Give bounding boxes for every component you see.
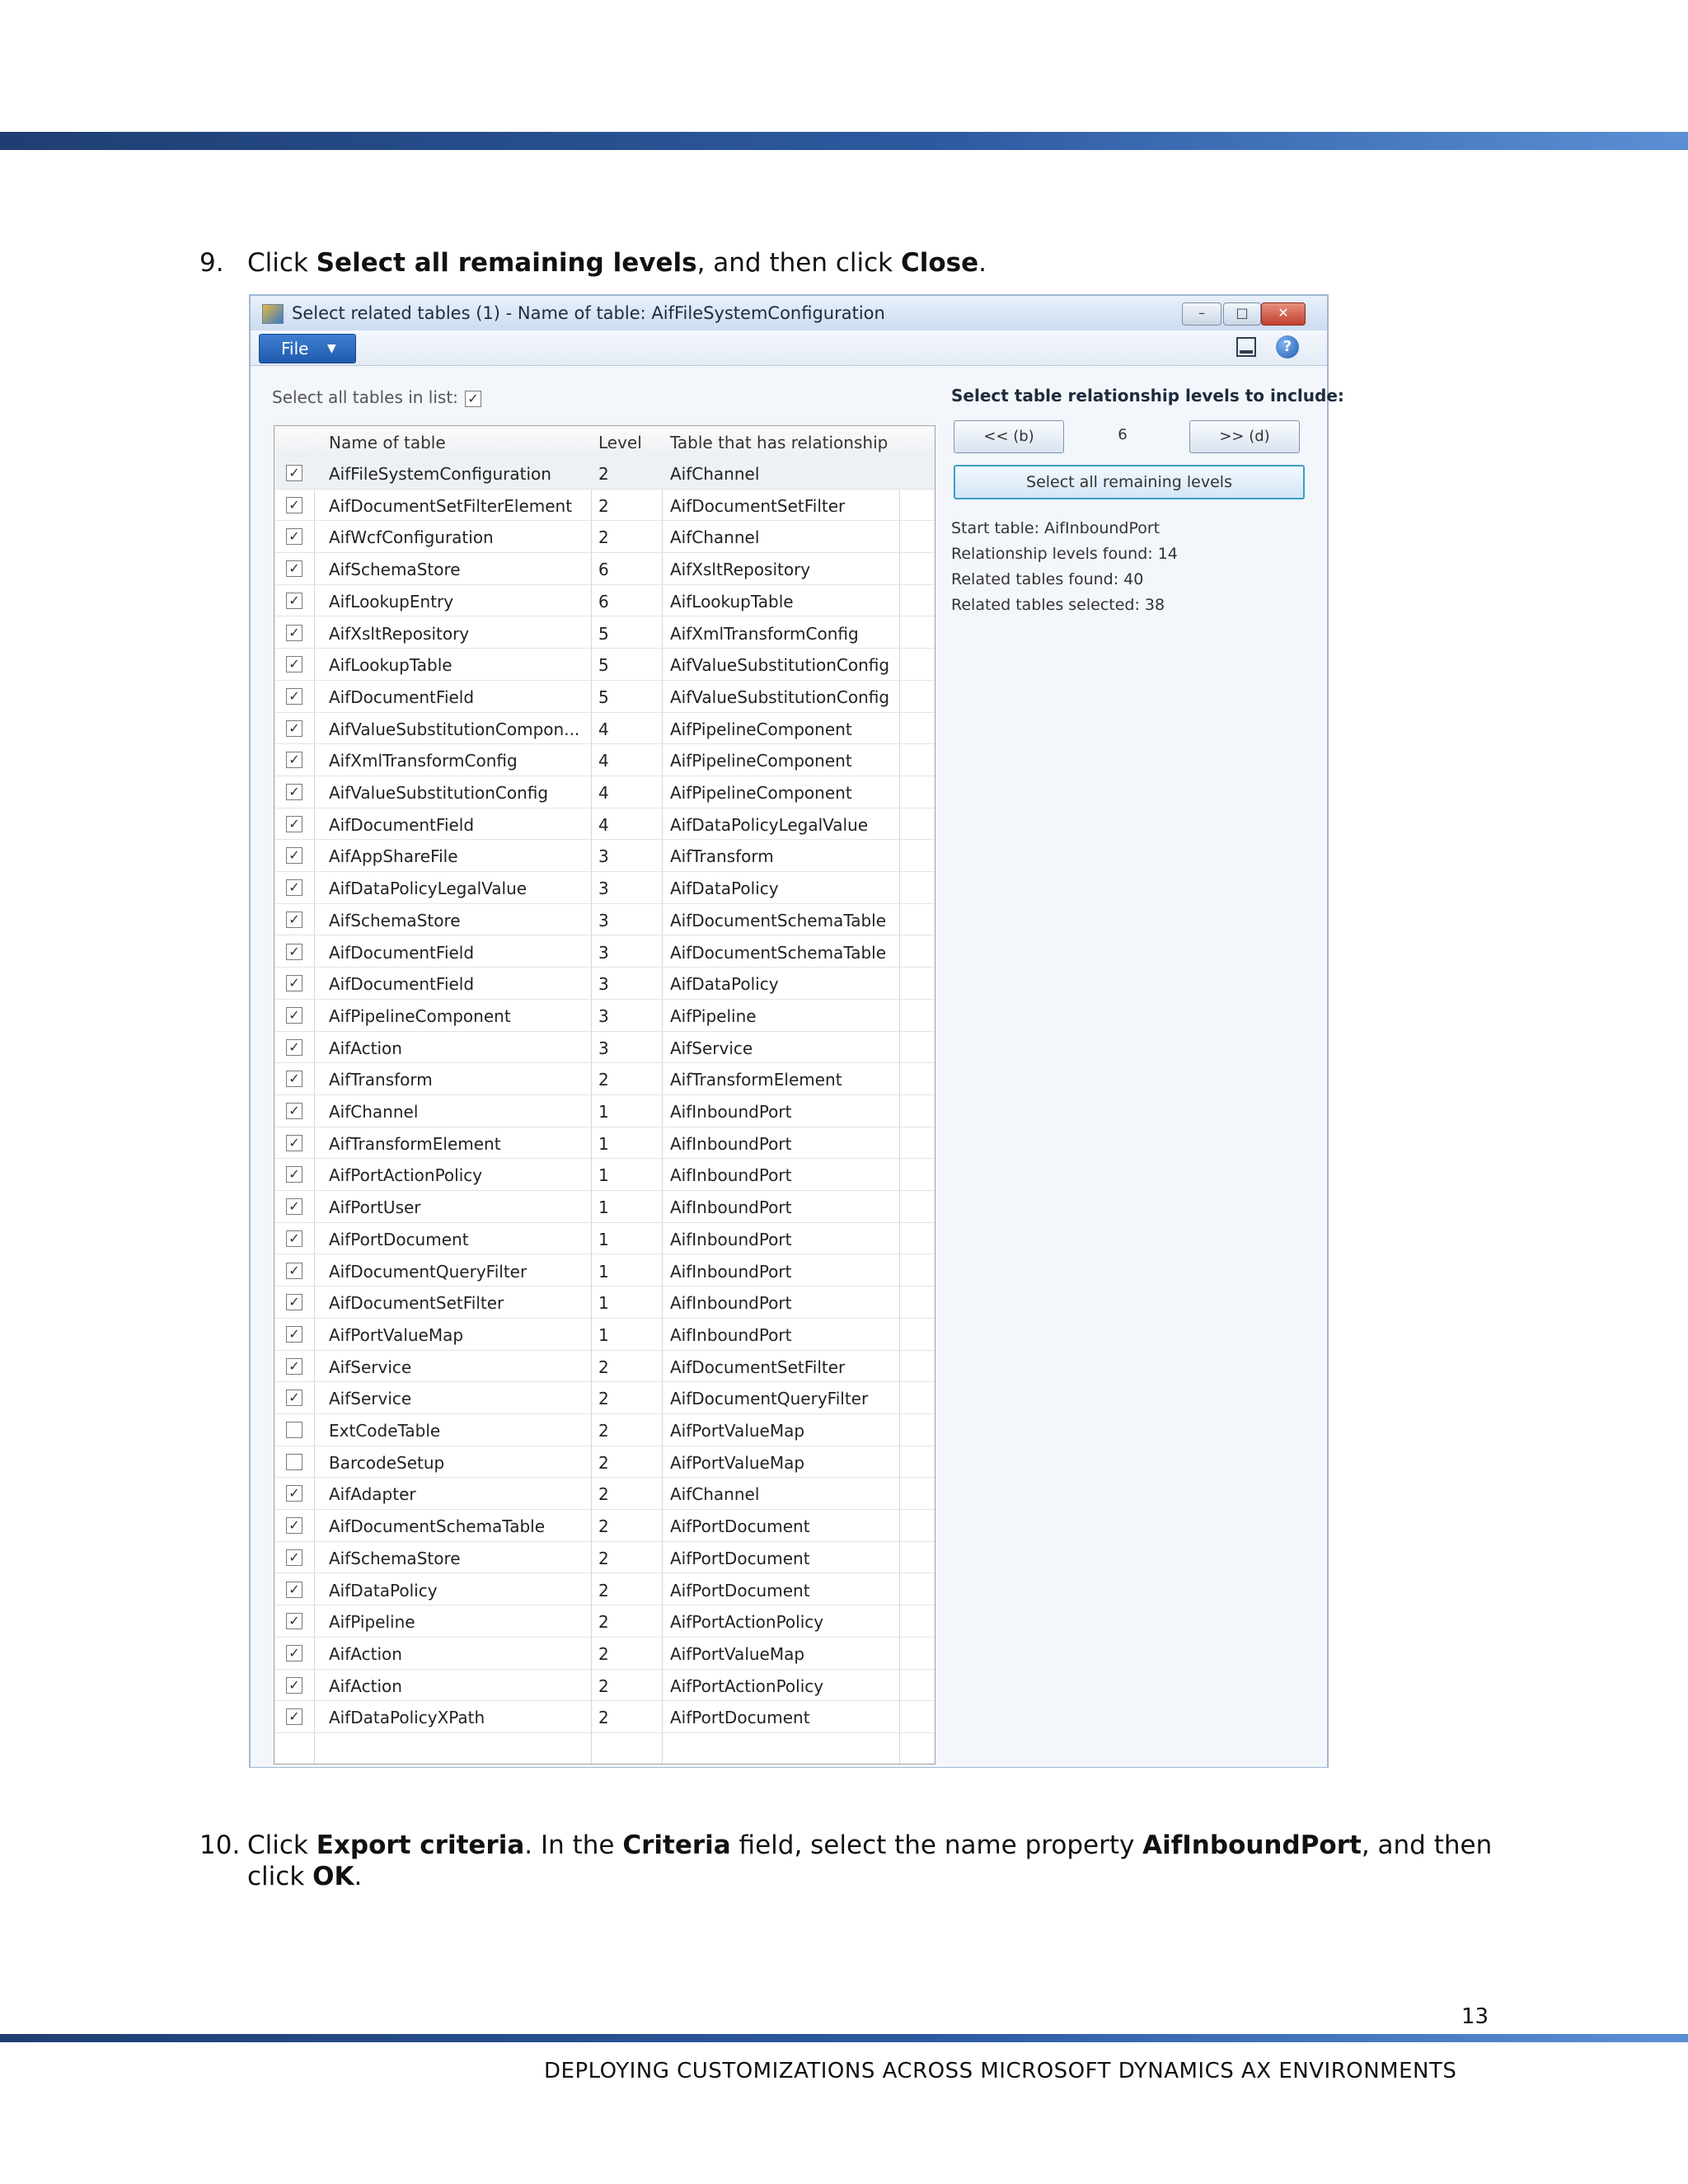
relationship-cell: AifPortActionPolicy	[670, 1612, 824, 1633]
level-cell: 2	[598, 1484, 609, 1505]
row-checkbox[interactable]: ✓	[286, 465, 302, 481]
level-cell: 2	[598, 1357, 609, 1377]
table-row[interactable]	[274, 1095, 935, 1127]
table-row[interactable]	[274, 936, 935, 968]
bold-run: Export criteria	[316, 1830, 525, 1860]
footer-text: DEPLOYING CUSTOMIZATIONS ACROSS MICROSOFT DYNAMICS AX ENVIRONMENTS	[544, 2059, 1457, 2083]
row-checkbox[interactable]: ✓	[286, 1039, 302, 1056]
layout-icon[interactable]	[1236, 337, 1256, 357]
level-cell: 4	[598, 814, 609, 835]
level-cell: 2	[598, 1421, 609, 1441]
table-name-cell: AifDocumentField	[329, 942, 475, 963]
text-run: Click	[247, 248, 316, 278]
table-name-cell: AifDocumentSetFilter	[329, 1293, 504, 1314]
table-name-cell: AifAppShareFile	[329, 846, 458, 867]
level-cell: 1	[598, 1261, 609, 1282]
file-menu-button[interactable]	[259, 334, 356, 363]
table-name-cell: AifPipelineComponent	[329, 1005, 511, 1026]
level-cell: 1	[598, 1165, 609, 1186]
relationship-cell: AifPortDocument	[670, 1708, 810, 1728]
levels-found-info: Relationship levels found: 14	[951, 545, 1178, 563]
row-checkbox[interactable]: ✓	[286, 944, 302, 960]
row-checkbox[interactable]: ✓	[286, 912, 302, 928]
level-value: 6	[1118, 426, 1128, 443]
table-name-cell: AifDataPolicyLegalValue	[329, 879, 528, 899]
relationship-cell: AifInboundPort	[670, 1165, 792, 1186]
row-checkbox[interactable]: ✓	[286, 1358, 302, 1375]
level-cell: 2	[598, 495, 609, 516]
table-name-cell: AifDocumentSchemaTable	[329, 1516, 546, 1537]
table-row[interactable]	[274, 1127, 935, 1160]
relationship-cell: AifInboundPort	[670, 1324, 792, 1345]
table-name-cell: AifService	[329, 1389, 412, 1409]
table-row[interactable]	[274, 713, 935, 745]
header-rule	[0, 132, 1688, 150]
table-name-cell: ExtCodeTable	[329, 1421, 441, 1441]
row-checkbox[interactable]	[286, 1454, 302, 1470]
maximize-button[interactable]: □	[1223, 302, 1261, 326]
table-name-cell: AifAction	[329, 1643, 402, 1664]
level-cell: 2	[598, 1708, 609, 1728]
minimize-button[interactable]: –	[1182, 302, 1221, 326]
table-name-cell: AifPortValueMap	[329, 1324, 464, 1345]
table-row[interactable]	[274, 585, 935, 617]
relationship-cell: AifTransform	[670, 846, 774, 867]
row-checkbox[interactable]	[286, 1422, 302, 1438]
table-name-cell: AifXmlTransformConfig	[329, 751, 518, 771]
level-cell: 1	[598, 1229, 609, 1249]
level-cell: 2	[598, 527, 609, 548]
table-name-cell: AifDocumentField	[329, 814, 475, 835]
table-name-cell: AifAdapter	[329, 1484, 416, 1505]
tables-found-info: Related tables found: 40	[951, 570, 1144, 588]
row-checkbox[interactable]: ✓	[286, 593, 302, 609]
level-cell: 2	[598, 1389, 609, 1409]
table-row[interactable]	[274, 1159, 935, 1191]
table-row[interactable]	[274, 1382, 935, 1414]
level-cell: 4	[598, 719, 609, 739]
column-header-name[interactable]: Name of table	[329, 433, 446, 452]
window-title: Select related tables (1) - Name of table: AifFileSystemConfiguration	[292, 303, 885, 323]
table-name-cell: AifDocumentField	[329, 974, 475, 995]
help-icon[interactable]: ?	[1276, 335, 1299, 359]
table-row[interactable]	[274, 968, 935, 1000]
table-row[interactable]	[274, 1670, 935, 1702]
relationship-cell: AifPortValueMap	[670, 1421, 805, 1441]
row-checkbox[interactable]: ✓	[286, 1708, 302, 1725]
level-cell: 2	[598, 464, 609, 484]
table-name-cell: AifDataPolicyXPath	[329, 1708, 485, 1728]
footer-rule	[0, 2034, 1688, 2042]
relationship-cell: AifPortDocument	[670, 1548, 810, 1568]
row-checkbox[interactable]: ✓	[286, 1549, 302, 1566]
table-name-cell: AifPortActionPolicy	[329, 1165, 483, 1186]
row-checkbox[interactable]: ✓	[286, 497, 302, 513]
table-name-cell: AifAction	[329, 1038, 402, 1058]
table-row[interactable]	[274, 1351, 935, 1383]
level-cell: 4	[598, 783, 609, 803]
table-row[interactable]	[274, 1542, 935, 1574]
level-cell: 3	[598, 879, 609, 899]
bold-run: Criteria	[622, 1830, 731, 1860]
table-row[interactable]	[274, 1191, 935, 1223]
close-button[interactable]: ✕	[1261, 302, 1306, 326]
table-name-cell: AifService	[329, 1357, 412, 1377]
select-related-tables-dialog	[249, 294, 1344, 1768]
row-checkbox[interactable]: ✓	[286, 975, 302, 991]
level-cell: 3	[598, 974, 609, 995]
row-checkbox[interactable]: ✓	[286, 625, 302, 641]
table-row[interactable]	[274, 1000, 935, 1032]
table-row[interactable]	[274, 649, 935, 681]
relationship-cell: AifPortValueMap	[670, 1643, 805, 1664]
level-cell: 3	[598, 1005, 609, 1026]
row-checkbox[interactable]: ✓	[286, 656, 302, 673]
level-cell: 1	[598, 1133, 609, 1154]
relationship-cell: AifPipelineComponent	[670, 719, 852, 739]
row-checkbox[interactable]: ✓	[286, 1326, 302, 1343]
relationship-cell: AifDocumentSchemaTable	[670, 942, 887, 963]
table-row[interactable]	[274, 617, 935, 649]
relationship-cell: AifInboundPort	[670, 1102, 792, 1122]
previous-level-button[interactable]: << (b)	[954, 420, 1064, 453]
table-name-cell: AifPipeline	[329, 1612, 415, 1633]
table-name-cell: AifPortDocument	[329, 1229, 469, 1249]
table-name-cell: AifLookupTable	[329, 655, 452, 676]
table-name-cell: AifValueSubstitutionCompon...	[329, 719, 580, 739]
grid-header	[274, 426, 935, 458]
relationship-cell: AifDataPolicy	[670, 879, 779, 899]
row-checkbox[interactable]: ✓	[286, 1517, 302, 1534]
level-cell: 2	[598, 1516, 609, 1537]
level-cell: 5	[598, 623, 609, 644]
row-checkbox[interactable]: ✓	[286, 1007, 302, 1024]
relationship-cell: AifXmlTransformConfig	[670, 623, 859, 644]
table-name-cell: AifSchemaStore	[329, 910, 461, 930]
select-all-remaining-levels-button[interactable]: Select all remaining levels	[954, 465, 1305, 499]
table-name-cell: AifSchemaStore	[329, 1548, 461, 1568]
table-name-cell: AifWcfConfiguration	[329, 527, 494, 548]
table-row[interactable]	[274, 1510, 935, 1542]
table-name-cell: AifLookupEntry	[329, 591, 454, 612]
row-checkbox[interactable]: ✓	[286, 1198, 302, 1215]
text-run: . In the	[524, 1830, 623, 1860]
relationship-cell: AifInboundPort	[670, 1229, 792, 1249]
file-menu-label: File	[281, 339, 309, 359]
relationship-cell: AifDocumentSetFilter	[670, 495, 846, 516]
table-name-cell: AifTransformElement	[329, 1133, 501, 1154]
level-cell: 2	[598, 1643, 609, 1664]
table-row[interactable]	[274, 1032, 935, 1064]
table-row[interactable]	[274, 1286, 935, 1319]
relationship-cell: AifPortDocument	[670, 1516, 810, 1537]
table-row[interactable]	[274, 840, 935, 872]
table-name-cell: AifChannel	[329, 1102, 419, 1122]
start-table-info: Start table: AifInboundPort	[951, 519, 1160, 537]
table-row[interactable]	[274, 521, 935, 553]
level-cell: 1	[598, 1102, 609, 1122]
row-checkbox[interactable]: ✓	[286, 752, 302, 768]
level-cell: 2	[598, 1070, 609, 1090]
table-row[interactable]	[274, 1701, 935, 1733]
level-cell: 2	[598, 1580, 609, 1601]
level-cell: 3	[598, 942, 609, 963]
text-run: .	[354, 1862, 363, 1891]
row-checkbox[interactable]: ✓	[286, 784, 302, 800]
level-cell: 3	[598, 1038, 609, 1058]
level-cell: 3	[598, 910, 609, 930]
row-checkbox[interactable]: ✓	[286, 1263, 302, 1279]
relationship-cell: AifInboundPort	[670, 1197, 792, 1218]
bold-run: Close	[900, 248, 979, 278]
relationship-cell: AifPipeline	[670, 1005, 757, 1026]
table-row[interactable]	[274, 490, 935, 522]
dialog-content	[251, 366, 1344, 1767]
row-checkbox[interactable]: ✓	[286, 1135, 302, 1151]
text-run: , and then click	[247, 1830, 1493, 1891]
row-checkbox[interactable]: ✓	[286, 1485, 302, 1502]
table-name-cell: AifXsltRepository	[329, 623, 470, 644]
menu-bar	[251, 330, 1327, 366]
relationship-cell: AifChannel	[670, 1484, 760, 1505]
table-row[interactable]	[274, 1319, 935, 1351]
relationship-cell: AifInboundPort	[670, 1133, 792, 1154]
title-bar[interactable]	[251, 296, 1327, 330]
table-row[interactable]	[274, 457, 935, 490]
table-name-cell: AifAction	[329, 1675, 402, 1696]
table-name-cell: AifDataPolicy	[329, 1580, 438, 1601]
tables-selected-info: Related tables selected: 38	[951, 596, 1165, 614]
row-checkbox[interactable]: ✓	[286, 879, 302, 896]
relationship-cell: AifInboundPort	[670, 1293, 792, 1314]
row-checkbox[interactable]: ✓	[286, 560, 302, 577]
app-icon	[262, 304, 284, 324]
step-number: 9.	[199, 248, 224, 278]
table-row[interactable]	[274, 744, 935, 776]
relationship-cell: AifValueSubstitutionConfig	[670, 687, 890, 707]
table-row[interactable]	[274, 1446, 935, 1479]
step-number: 10.	[199, 1830, 241, 1860]
table-row[interactable]	[274, 904, 935, 936]
text-run: Click	[247, 1830, 316, 1860]
level-cell: 4	[598, 751, 609, 771]
level-cell: 2	[598, 1452, 609, 1473]
row-checkbox[interactable]: ✓	[286, 1645, 302, 1661]
relationship-cell: AifDocumentSetFilter	[670, 1357, 846, 1377]
table-name-cell: AifSchemaStore	[329, 560, 461, 580]
table-name-cell: BarcodeSetup	[329, 1452, 445, 1473]
table-name-cell: AifFileSystemConfiguration	[329, 464, 551, 484]
level-cell: 2	[598, 1548, 609, 1568]
select-all-label: Select all tables in list:	[272, 387, 458, 407]
bold-run: Select all remaining levels	[316, 248, 697, 278]
level-cell: 1	[598, 1293, 609, 1314]
row-checkbox[interactable]: ✓	[286, 1294, 302, 1310]
table-row[interactable]	[274, 1478, 935, 1510]
row-checkbox[interactable]: ✓	[286, 1071, 302, 1087]
relationship-cell: AifDocumentSchemaTable	[670, 910, 887, 930]
table-row[interactable]	[274, 1574, 935, 1606]
table-name-cell: AifPortUser	[329, 1197, 421, 1218]
column-header-level[interactable]: Level	[598, 433, 642, 452]
select-all-checkbox[interactable]: ✓	[465, 391, 481, 407]
relationship-cell: AifDataPolicyLegalValue	[670, 814, 869, 835]
next-level-button[interactable]: >> (d)	[1189, 420, 1300, 453]
relationship-cell: AifInboundPort	[670, 1261, 792, 1282]
table-name-cell: AifDocumentQueryFilter	[329, 1261, 528, 1282]
bold-run: OK	[312, 1862, 354, 1891]
row-checkbox[interactable]: ✓	[286, 1166, 302, 1183]
levels-panel	[951, 366, 1344, 1763]
table-row[interactable]	[274, 1605, 935, 1638]
row-checkbox[interactable]: ✓	[286, 1677, 302, 1694]
level-cell: 1	[598, 1324, 609, 1345]
row-checkbox[interactable]: ✓	[286, 1613, 302, 1629]
text-run: .	[978, 248, 987, 278]
table-row[interactable]	[274, 1223, 935, 1255]
table-row[interactable]	[274, 1255, 935, 1287]
level-cell: 6	[598, 591, 609, 612]
level-cell: 5	[598, 687, 609, 707]
relationship-cell: AifDocumentQueryFilter	[670, 1389, 869, 1409]
select-all-tables	[272, 387, 481, 407]
table-row[interactable]	[274, 1414, 935, 1446]
relationship-cell: AifPipelineComponent	[670, 751, 852, 771]
level-cell: 3	[598, 846, 609, 867]
step-text	[247, 247, 987, 279]
relationship-cell: AifDataPolicy	[670, 974, 779, 995]
table-name-cell: AifTransform	[329, 1070, 433, 1090]
row-checkbox[interactable]: ✓	[286, 688, 302, 705]
row-checkbox[interactable]: ✓	[286, 1230, 302, 1247]
level-cell: 6	[598, 560, 609, 580]
relationship-cell: AifPortValueMap	[670, 1452, 805, 1473]
bold-run: AifInboundPort	[1142, 1830, 1362, 1860]
column-header-relationship[interactable]: Table that has relationship	[670, 433, 889, 452]
page-number: 13	[1461, 2004, 1489, 2029]
row-checkbox[interactable]: ✓	[286, 1582, 302, 1598]
text-run: , and then click	[696, 248, 901, 278]
row-checkbox[interactable]: ✓	[286, 816, 302, 832]
table-row[interactable]	[274, 681, 935, 713]
table-row[interactable]	[274, 808, 935, 841]
step-text	[247, 1830, 1533, 1892]
relationship-cell: AifXsltRepository	[670, 560, 811, 580]
relationship-cell: AifPortActionPolicy	[670, 1675, 824, 1696]
level-cell: 2	[598, 1612, 609, 1633]
related-tables-grid	[274, 425, 935, 1765]
text-run: field, select the name property	[730, 1830, 1143, 1860]
levels-title: Select table relationship levels to include:	[951, 386, 1344, 405]
relationship-cell: AifChannel	[670, 464, 760, 484]
level-cell: 2	[598, 1675, 609, 1696]
row-checkbox[interactable]: ✓	[286, 1390, 302, 1406]
row-checkbox[interactable]: ✓	[286, 720, 302, 737]
relationship-cell: AifTransformElement	[670, 1070, 842, 1090]
chevron-down-icon: ▼	[327, 342, 336, 355]
table-row[interactable]	[274, 553, 935, 585]
relationship-cell: AifService	[670, 1038, 753, 1058]
table-name-cell: AifDocumentSetFilterElement	[329, 495, 573, 516]
table-name-cell: AifDocumentField	[329, 687, 475, 707]
table-name-cell: AifValueSubstitutionConfig	[329, 783, 549, 803]
relationship-cell: AifPortDocument	[670, 1580, 810, 1601]
row-checkbox[interactable]: ✓	[286, 847, 302, 864]
level-cell: 1	[598, 1197, 609, 1218]
table-row[interactable]	[274, 776, 935, 808]
table-row[interactable]	[274, 872, 935, 904]
relationship-cell: AifPipelineComponent	[670, 783, 852, 803]
row-checkbox[interactable]: ✓	[286, 1103, 302, 1119]
relationship-cell: AifChannel	[670, 527, 760, 548]
row-checkbox[interactable]: ✓	[286, 528, 302, 545]
table-row[interactable]	[274, 1638, 935, 1670]
relationship-cell: AifLookupTable	[670, 591, 794, 612]
level-cell: 5	[598, 655, 609, 676]
relationship-cell: AifValueSubstitutionConfig	[670, 655, 890, 676]
table-row[interactable]	[274, 1063, 935, 1095]
